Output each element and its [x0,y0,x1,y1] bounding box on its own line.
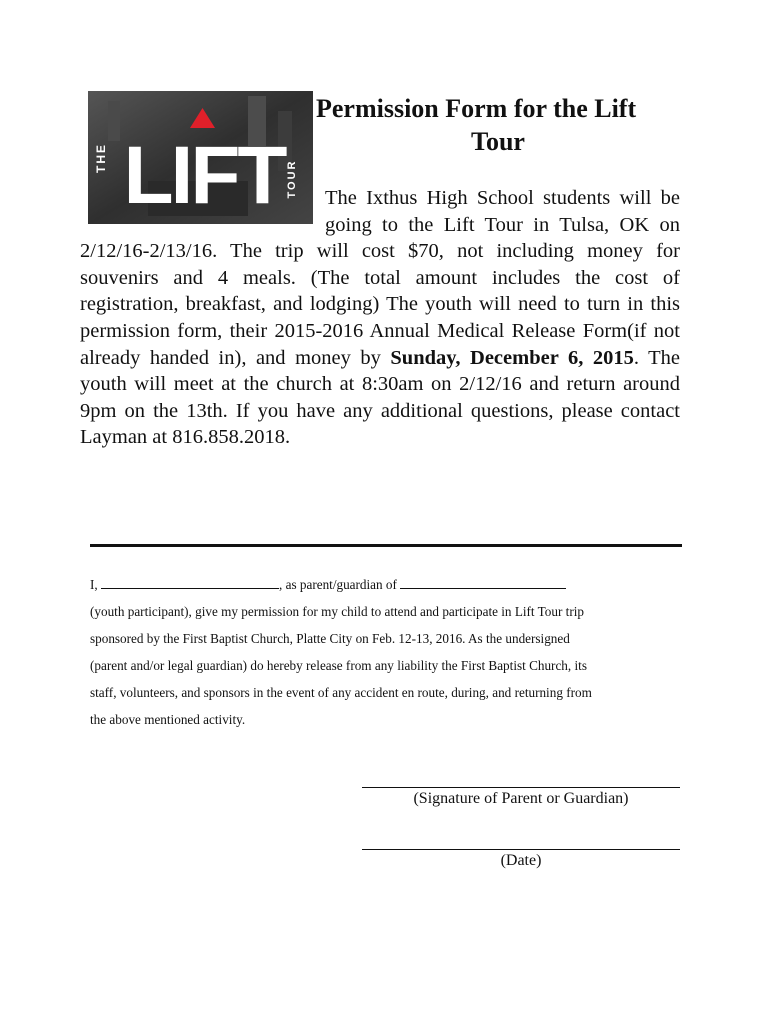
logo-text-lift: LIFT [123,130,285,221]
signature-line[interactable] [362,787,680,788]
youth-name-blank[interactable] [400,576,566,589]
title-line-1: Permission Form for the Lift [316,94,637,123]
consent-section [90,571,690,733]
intro-text-part-1: The Ixthus High School students will be going to the Lift Tour in Tulsa, OK on 2/12/16-2/13/16. The trip will cost $70, not including money for souvenirs and 4 meals. (The total amount includes the cost of registration, breakfast, and lodging) The youth will need to turn in this permission form, their 2015-2016 Annual Medical Release Form(if not already handed in), and money by [80,187,680,369]
consent-line-1: I, , as parent/guardian of [90,571,690,598]
intro-text-part-2: . The youth will meet at the church at 8:30am on 2/12/16 and return around 9pm on the 13th. If you have any additional questions, please contact Layman at 816.858.2018. [80,346,680,449]
logo-text-tour: TOUR [286,159,298,199]
date-line[interactable] [362,849,680,850]
parent-name-blank[interactable] [101,576,279,589]
consent-line-3: sponsored by the First Baptist Church, Platte City on Feb. 12-13, 2016. As the undersigned [90,631,570,646]
signature-label: (Signature of Parent or Guardian) [413,790,629,807]
consent-line-4: (parent and/or legal guardian) do hereby release from any liability the First Baptist Church, its [90,658,587,673]
section-divider [90,544,682,547]
consent-line-2: (youth participant), give my permission for my child to attend and participate in Lift Tour trip [90,604,584,619]
document-title [316,92,696,158]
date-label: (Date) [500,852,542,869]
logo-text-the: THE [94,143,108,173]
consent-line-5: staff, volunteers, and sponsors in the event of any accident en route, during, and returning from [90,685,592,700]
title-line-2: Tour [471,127,525,156]
consent-line-6: the above mentioned activity. [90,712,246,727]
deadline-text: Sunday, December 6, 2015 [390,346,634,369]
intro-paragraph [80,185,680,451]
